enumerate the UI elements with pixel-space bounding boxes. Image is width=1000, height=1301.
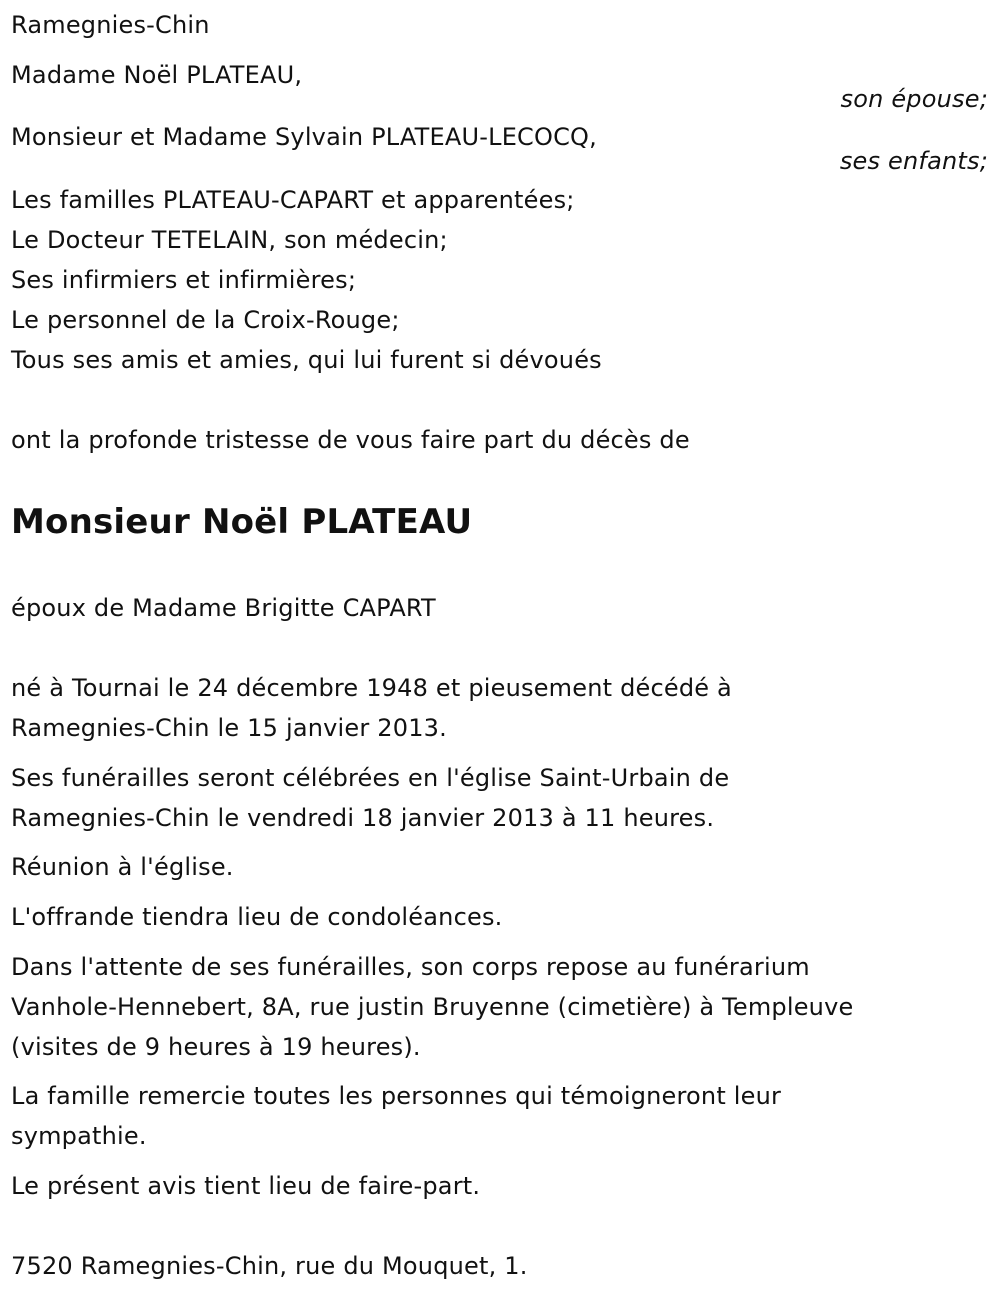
funeral-line: Ramegnies-Chin le vendredi 18 janvier 2013 à 11 heures. bbox=[11, 804, 715, 832]
family-spouse: Madame Noël PLATEAU, bbox=[11, 61, 303, 89]
funeral-line: Ses funérailles seront célébrées en l'église Saint-Urbain de bbox=[11, 764, 730, 792]
header-location: Ramegnies-Chin bbox=[11, 11, 210, 39]
repose-line: (visites de 9 heures à 19 heures). bbox=[11, 1033, 421, 1061]
birth-death-line: né à Tournai le 24 décembre 1948 et pieusement décédé à bbox=[11, 674, 732, 702]
address-line: 7520 Ramegnies-Chin, rue du Mouquet, 1. bbox=[11, 1252, 528, 1280]
announcement-text: ont la profonde tristesse de vous faire part du décès de bbox=[11, 426, 690, 454]
family-other-line: Tous ses amis et amies, qui lui furent si dévoués bbox=[11, 346, 602, 374]
repose-line: Vanhole-Hennebert, 8A, rue justin Bruyenne (cimetière) à Templeuve bbox=[11, 993, 854, 1021]
family-other-line: Le Docteur TETELAIN, son médecin; bbox=[11, 226, 448, 254]
family-other-line: Ses infirmiers et infirmières; bbox=[11, 266, 357, 294]
notice-line: Le présent avis tient lieu de faire-part. bbox=[11, 1172, 481, 1200]
repose-line: Dans l'attente de ses funérailles, son corps repose au funérarium bbox=[11, 953, 810, 981]
thanks-line: sympathie. bbox=[11, 1122, 147, 1150]
family-children: Monsieur et Madame Sylvain PLATEAU-LECOCQ, bbox=[11, 123, 597, 151]
deceased-spouse-of: époux de Madame Brigitte CAPART bbox=[11, 594, 436, 622]
family-other-line: Le personnel de la Croix-Rouge; bbox=[11, 306, 400, 334]
thanks-line: La famille remercie toutes les personnes qui témoigneront leur bbox=[11, 1082, 782, 1110]
family-children-role: ses enfants; bbox=[839, 147, 988, 175]
birth-death-line: Ramegnies-Chin le 15 janvier 2013. bbox=[11, 714, 447, 742]
offering-line: L'offrande tiendra lieu de condoléances. bbox=[11, 903, 503, 931]
family-other-line: Les familles PLATEAU-CAPART et apparentées; bbox=[11, 186, 575, 214]
deceased-name: Monsieur Noël PLATEAU bbox=[11, 502, 473, 542]
meeting-line: Réunion à l'église. bbox=[11, 853, 234, 881]
family-spouse-role: son épouse; bbox=[840, 85, 988, 113]
